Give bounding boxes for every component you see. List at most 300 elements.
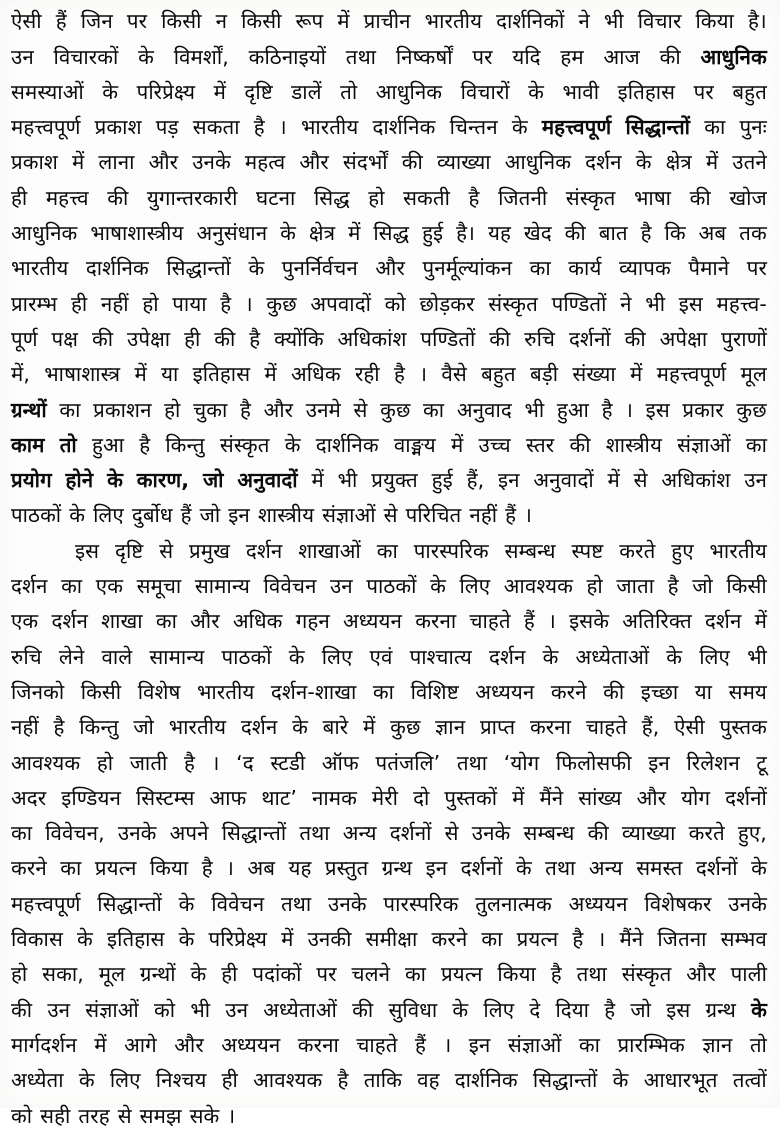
word: रिलेशन [686,750,740,775]
word: का [155,609,177,634]
word: इस [645,397,670,422]
word: एवं [369,644,393,669]
word: लिए [109,1068,141,1093]
word: में [512,785,525,810]
word: की [569,432,591,457]
word: में [264,362,277,387]
word: शाखा [101,609,143,634]
word: का [60,856,82,881]
word: । [548,609,556,634]
word: ग्रन्थों [139,962,176,987]
word: में [348,221,361,246]
word: भी [645,291,666,316]
word: इच्छा [640,679,679,704]
word: भी [747,644,767,669]
word: वह [417,1068,440,1093]
word: है [667,574,679,599]
word: महत्त्व- [716,291,767,316]
word: मैंने [539,785,564,810]
word: के [78,1068,95,1093]
word: प्रयत्न [516,927,559,952]
word: प्रकाश [94,115,142,140]
word: अध्येताओं [263,997,337,1022]
text-line [11,282,767,317]
word: पाठकों [366,574,417,599]
word: अब [698,221,727,246]
word: क्योंकि [274,326,324,351]
word: और [299,150,329,175]
word: खेद [523,221,552,246]
word: में [754,609,767,634]
word: विकास [11,927,63,952]
bold-word: के [751,997,767,1022]
word: सम्बन्ध [504,538,556,563]
word: इण्डियन [61,785,121,810]
text-line [11,847,767,882]
word: की [624,326,646,351]
text-line [11,71,767,106]
word: पारस्परिक [383,891,459,916]
word: । [597,927,606,952]
word: उतने [732,150,767,175]
word: शास्त्रीय [605,432,662,457]
word: का [372,679,395,704]
word: फिलोसफी [555,750,632,775]
word: तथा [299,821,330,846]
word: किया [149,856,189,881]
word: और [190,609,220,634]
word: उपेक्षा [127,326,171,351]
word: करते [688,821,725,846]
word: दर्शनों [568,326,611,351]
word: या [694,679,713,704]
word: के [666,644,683,669]
word: की [107,185,129,210]
word: क्षेत्र [308,221,336,246]
word: है। [747,9,767,34]
word: जिनको [11,679,65,704]
word: अपेक्षा [659,326,708,351]
word: कठिनाइयों [248,44,327,69]
word: अध्ययन [221,1032,281,1057]
word: विशेषकर [644,891,712,916]
word: ही [184,326,201,351]
word: विमर्शों, [173,44,229,69]
word: इसके [569,609,610,634]
word: पण्डितों [551,291,607,316]
word: से [383,503,398,528]
word: संख्या [572,362,616,387]
word: सामान्य [149,644,205,669]
word: स्तर [525,432,555,457]
word: पाली [730,962,767,987]
word: का [481,927,503,952]
word: डालें [291,79,322,104]
word: के [612,1068,629,1093]
word: की [214,326,236,351]
word: के [102,79,119,104]
text-line [11,1094,767,1129]
text-line [11,565,767,600]
word: बहुत [481,362,516,387]
word: करना [529,715,572,740]
word: शाखाओं [298,538,361,563]
word: नहीं [100,291,129,316]
word: हो [142,291,159,316]
word: भी [190,997,211,1022]
word: सम्बन्ध [523,821,575,846]
word: स्पष्ट [571,538,604,563]
word: करने [550,679,587,704]
word: मार्गदर्शन [11,1032,77,1057]
word: के [248,256,265,281]
word: समस्त [636,856,683,881]
word: पूर्ण [11,326,38,351]
word: के [528,79,544,104]
word: बड़ी [529,362,559,387]
text-line [11,1059,767,1094]
word: इन [228,503,250,528]
word: अनुवादों [533,468,594,493]
word: । [524,503,532,528]
word: और [174,1032,204,1057]
paragraph [11,0,767,529]
word: उनके [117,821,157,846]
word: लाना [98,150,135,175]
word: इतिहास [192,362,251,387]
word: से [159,538,174,563]
word: में [363,715,376,740]
word: को [154,997,176,1022]
word: प्राप्त [479,715,516,740]
bold-word: अनुवादों [237,468,298,493]
word: के [178,927,195,952]
word: करने [431,927,468,952]
word: अपवादों [310,291,371,316]
word: महत्त्वपूर्ण [11,115,81,140]
word: के [635,150,652,175]
word: तुलनात्मक [475,891,552,916]
word: दार्शनिक [85,256,149,281]
word: किसी [161,9,202,34]
word: का [745,432,767,457]
word: आफ [209,785,247,810]
text-line [11,176,767,211]
word: व्याख्या [436,150,491,175]
word: भारतीय [168,715,227,740]
word: की [603,679,625,704]
word: जो [630,997,652,1022]
word: भाषाशास्त्र [44,362,121,387]
word: आवश्यक [253,1068,323,1093]
word: प्राचीन [363,9,411,34]
word: वैसे [441,362,467,387]
word: दार्शनिक [372,115,436,140]
word: के [515,856,532,881]
word: क्षेत्र [665,150,692,175]
document-text-block [11,0,767,1130]
word: सिद्धान्तों [97,891,162,916]
word: इन [468,1032,491,1057]
word: जाता [616,574,655,599]
word: संज्ञाओं [85,997,139,1022]
word: तथा [576,962,607,987]
word: और [148,150,179,175]
word: दर्शन [245,538,283,563]
word: के [511,115,528,140]
word: पड़ [155,115,179,140]
word: सिद्ध [373,221,410,246]
word: ‘योग [503,750,540,775]
word: संज्ञाओं [322,503,376,528]
word: दृष्टि [244,79,273,104]
word: में [705,150,719,175]
word: प्रारम्भ [11,291,58,316]
text-line [11,671,767,706]
word: खोज [729,185,767,210]
word: में [337,9,350,34]
word: के [178,891,195,916]
paragraph [11,529,767,1129]
word: नामक [311,785,357,810]
word: । [443,1032,452,1057]
word: तथा [456,750,488,775]
word: सिद्धान्तों [166,256,231,281]
word: उन [329,574,353,599]
word: पर [693,79,714,104]
word: में [134,362,147,387]
word: उनके [471,821,511,846]
word: है [550,962,562,987]
word: दर्शनों [460,856,503,881]
word: संज्ञाओं [507,1032,562,1057]
word: उच्च [478,432,511,457]
word: पदांकों [252,962,302,987]
word: उन [744,468,767,493]
word: अध्येताओं [575,644,650,669]
word: ग्रन्थ [381,856,413,881]
text-line [11,812,767,847]
word: पतंजलि’ [375,750,441,775]
word: जितना [657,927,707,952]
word: के [542,644,559,669]
word: किया [497,962,536,987]
word: भाषाशास्त्रीय [90,221,184,246]
word: अनुसंधान [196,221,268,246]
text-line [11,1024,767,1059]
word: दार्शनिकों [496,9,565,34]
word: गहन [295,609,330,634]
word: थाट’ [261,785,297,810]
word: इतिहास [106,927,165,952]
word: दुर्बोध [131,503,173,528]
bold-word: तो [59,432,77,457]
word: तरह [78,1103,110,1128]
word: हम [560,44,584,69]
word: जो [133,715,154,740]
word: दर्शन-शाखा [270,679,357,704]
word: सम्भव [720,927,767,952]
word: प्रयुक्त [371,468,418,493]
word: प्रारम्भिक [617,1032,685,1057]
word: समय [728,679,767,704]
word: हुए [671,538,694,563]
word: उनमे [305,397,341,422]
word: दर्शनों [695,856,738,881]
word: । [625,397,634,422]
word: की [91,326,114,351]
word: महत्व [244,150,286,175]
word: एक [95,574,124,599]
word: और [686,962,716,987]
word: संस्कृत [621,962,672,987]
word: इन [497,468,520,493]
word: अध्ययन [568,891,628,916]
word: से [444,821,459,846]
word: महत्त्व [45,185,89,210]
word: ऐसी [674,715,705,740]
word: दार्शनिक [315,432,379,457]
word: पर [316,962,337,987]
word: संस्कृत [565,185,616,210]
word: दर्शनों [389,821,432,846]
word: जाती [129,750,168,775]
word: अब [247,856,276,881]
word: यह [288,856,312,881]
word: कि [664,221,686,246]
text-line [11,106,767,141]
word: है [640,221,652,246]
word: नहीं [11,715,39,740]
word: आवश्यक [11,750,81,775]
word: पुनः [739,115,767,140]
word: रुचि [524,326,556,351]
word: व्यापक [618,256,671,281]
word: समीक्षा [365,927,418,952]
word: सामान्य [194,574,250,599]
text-line [11,635,767,670]
word: से [353,397,368,422]
word: परिचित [405,503,462,528]
bold-word: ग्रन्थों [11,397,47,422]
word: मेरी [371,785,399,810]
word: बात [598,221,628,246]
word: किसी [80,679,122,704]
word: जितनी [498,185,548,210]
word: लेने [58,644,85,669]
word: पाया [172,291,207,316]
word: विशेष [137,679,181,704]
word: की [564,221,586,246]
word: निश्चय [155,1068,207,1093]
word: में, [11,362,30,387]
word: तथा [545,856,576,881]
word: किन्तु [79,715,119,740]
word: से [633,468,648,493]
bold-word: के [107,468,123,493]
word: इतिहास [617,79,676,104]
word: ताकि [363,1068,402,1093]
word: का [11,821,33,846]
word: जो [199,503,221,528]
bold-word: होने [65,468,94,493]
word: । [226,856,235,881]
word: यह [487,221,511,246]
word: दर्शन [488,644,526,669]
word: के [288,644,305,669]
word: हो [368,185,385,210]
word: यदि [512,44,541,69]
word: हो [586,574,603,599]
word: जिन [80,9,113,34]
word: चलने [351,962,391,987]
word: संदर्भों [342,150,388,175]
word: चुका [193,397,228,422]
word: अधिक [291,362,341,387]
word: विचारों [460,79,510,104]
text-line [11,0,767,35]
text-line [11,318,767,353]
word: अधिकांश [337,326,407,351]
word: हुई [431,468,453,493]
word: मूल [740,362,767,387]
word: लिए [699,644,730,669]
bold-word: आधुनिक [700,44,767,69]
word: सिद्धान्तों [532,1068,598,1093]
word: हैं [414,1032,426,1057]
word: पर [126,9,148,34]
word: सही [40,1103,71,1128]
word: दर्शन [704,609,742,634]
word: उन [225,997,249,1022]
word: इस [666,997,691,1022]
word: में [311,468,324,493]
word: शास्त्रीय [257,503,315,528]
word: सिद्धान्तों [221,821,287,846]
word: लिए [93,503,124,528]
word: तथा [345,44,377,69]
word: भारतीय [300,115,359,140]
word: के [751,856,767,881]
word: वाङ्मय [393,432,436,457]
word: की [689,185,711,210]
word: दर्शन [585,150,622,175]
word: के [284,432,301,457]
text-line [11,459,767,494]
word: हैं [180,503,192,528]
word: लिए [483,997,515,1022]
word: भाषा [634,185,672,210]
word: उनकी [307,927,352,952]
text-line [11,918,767,953]
word: पुनर्मूल्यांकन [422,256,513,281]
word: आधारभूत [643,1068,718,1093]
word: कार्य [568,256,602,281]
word: सकती [403,185,450,210]
word: प्रकाश [11,150,58,175]
word: में [450,432,464,457]
word: कुछ [736,397,767,422]
word: की [659,44,681,69]
word: में [94,1032,107,1057]
word: से [117,1103,132,1128]
word: सकता [192,115,240,140]
word: हो [96,750,114,775]
word: है [393,362,405,387]
word: में [213,79,226,104]
bold-word: कारण, [136,468,190,493]
word: प्रयत्न [94,856,137,881]
